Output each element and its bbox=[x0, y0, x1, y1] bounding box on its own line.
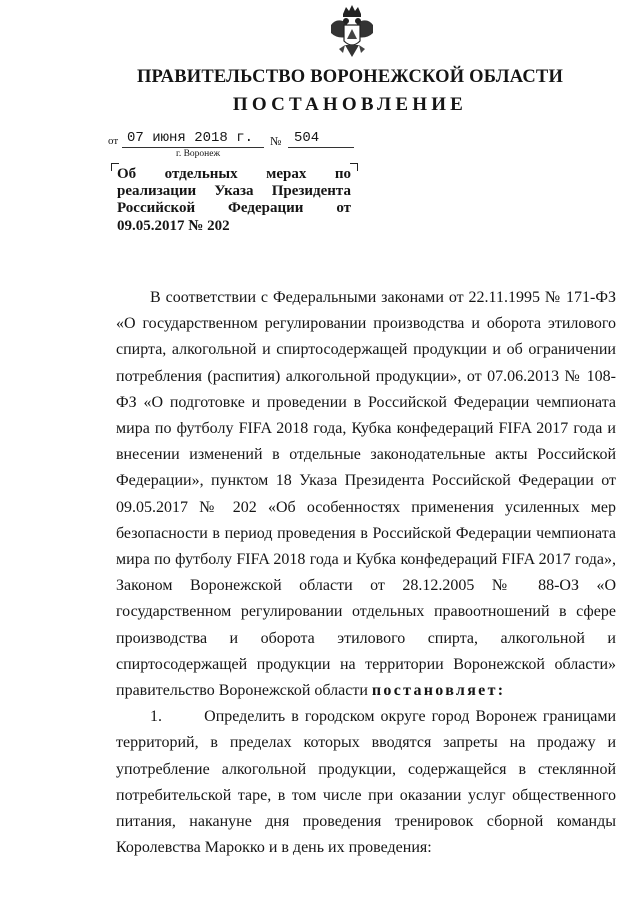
document-body bbox=[116, 285, 616, 861]
decree-word: постановляет: bbox=[371, 682, 506, 700]
preamble-closing bbox=[116, 678, 616, 704]
subject-line: 09.05.2017 № 202 bbox=[117, 217, 230, 234]
government-title: ПРАВИТЕЛЬСТВО ВОРОНЕЖСКОЙ ОБЛАСТИ bbox=[136, 67, 564, 87]
preamble-text: В соответствии с Федеральными законами от 22.11.1995 № 171-ФЗ «О государственном регулировании производства и оборота этилового спирта, алкогольной и спиртосодержащей продукции и об ограничении потребления (распития) алкогольной продукции», от 07.06.2013 № 108-ФЗ «О подготовке и проведении в Российской Федерации чемпионата мира по футболу FIFA 2018 года, Кубка конфедераций FIFA 2017 года и внесении изменений в отдельные законодательные акты Российской Федерации», пунктом 18 Указа Президента Российской Федерации от 09.05.2017 № 202 «Об особенностях применения усиленных мер безопасности в период проведения в Российской Федерации чемпионата мира по футболу FIFA 2018 года и Кубка конфедераций FIFA 2017 года», Законом Воронежской области от 28.12.2005 № 88-ОЗ «О государственном регулировании отдельных правоотношений в сфере производства и оборота этилового спирта, алкогольной и спиртосодержащей продукции на территории Воронежской области» bbox=[116, 289, 616, 673]
preamble-tail: правительство Воронежской области bbox=[116, 682, 368, 700]
date-underline bbox=[122, 147, 264, 148]
document-type-title: ПОСТАНОВЛЕНИЕ bbox=[232, 94, 468, 115]
document-number: 504 bbox=[294, 130, 320, 146]
coat-of-arms-icon bbox=[327, 3, 377, 63]
bracket-corner-right bbox=[350, 163, 358, 171]
preamble-paragraph bbox=[116, 285, 616, 678]
item-1-number: 1. bbox=[150, 708, 162, 726]
date-prefix: от bbox=[108, 135, 119, 147]
city-label: г. Воронеж bbox=[176, 149, 221, 159]
number-underline bbox=[288, 147, 354, 148]
subject-line: Об отдельных мерах по bbox=[117, 166, 351, 182]
item-1-text: Определить в городском округе город Воронеж границами территорий, в пределах которых вводятся запреты на продажу и употребление алкогольной продукции, содержащейся в стеклянной потребительской таре, в том числе при оказании услуг общественного питания, накануне дня проведения тренировок сборной команды Королевства Марокко и в день их проведения: bbox=[116, 708, 617, 857]
subject-line: реализации Указа Президента bbox=[117, 183, 351, 200]
item-1-paragraph bbox=[116, 704, 616, 861]
subject-line: Российской Федерации от bbox=[117, 200, 351, 217]
document-date: 07 июня 2018 г. bbox=[127, 130, 254, 146]
number-prefix: № bbox=[270, 134, 282, 148]
document-subject bbox=[117, 166, 351, 235]
